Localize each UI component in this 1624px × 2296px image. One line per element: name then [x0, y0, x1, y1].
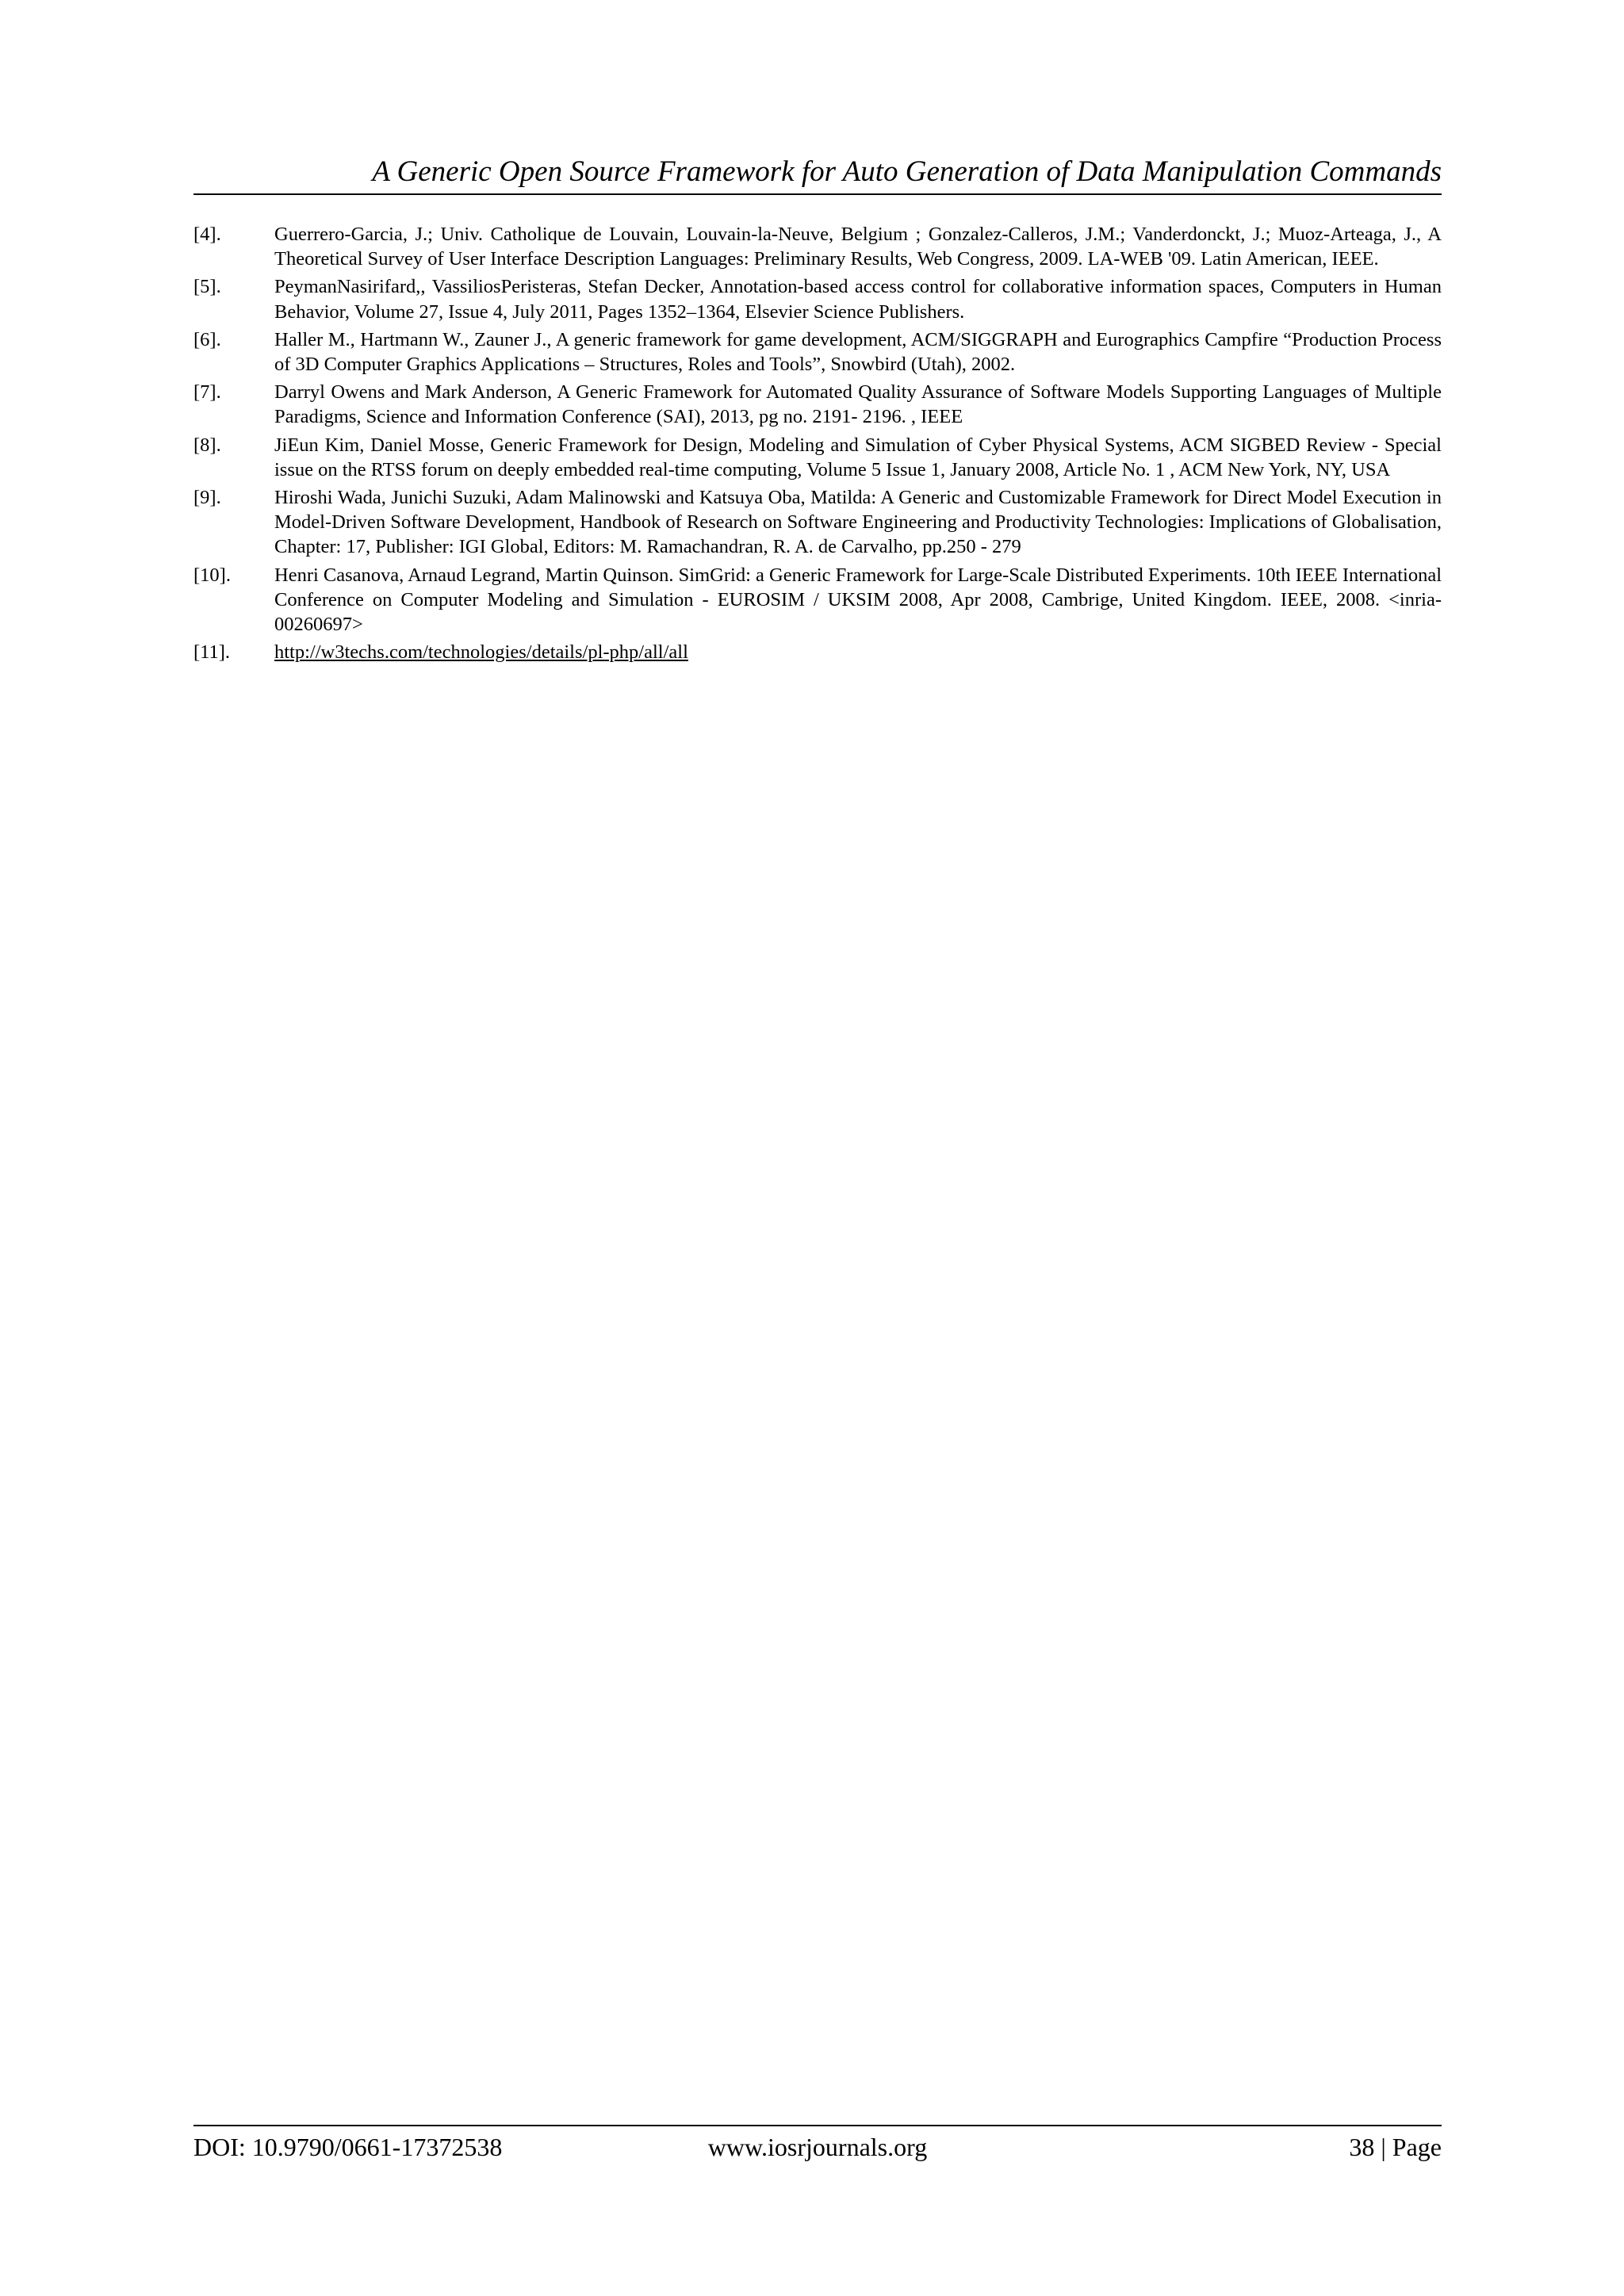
reference-text: PeymanNasirifard,, VassiliosPeristeras, Stefan Decker, Annotation-based access control for collaborative information spaces, Computers in Human Behavior, Volume 27, Issue 4, July 2011, Pages 1352–1364, Elsevier Science Publishers. [274, 276, 1442, 323]
reference-number: [9]. [193, 487, 221, 509]
header-divider [193, 193, 1442, 195]
page-footer [193, 2130, 1442, 2164]
reference-url-link[interactable]: http://w3techs.com/technologies/details/pl-php/all/all [274, 641, 688, 664]
footer-doi: DOI: 10.9790/0661-17372538 [193, 2133, 503, 2161]
reference-number: [10]. [193, 564, 231, 586]
reference-item-4 [193, 222, 1442, 271]
reference-item-10 [193, 563, 1442, 637]
reference-number: [5]. [193, 276, 221, 298]
reference-item-6 [193, 327, 1442, 377]
reference-text: Henri Casanova, Arnaud Legrand, Martin Quinson. SimGrid: a Generic Framework for Large-Scale Distributed Experiments. 10th IEEE International Conference on Computer Modeling and Simulation - EUROSIM / UKSIM 2008, Apr 2008, Cambrige, United Kingdom. IEEE, 2008. <inria-00260697> [274, 564, 1442, 636]
footer-page-number: 38 | Page [1349, 2133, 1442, 2161]
reference-item-7 [193, 380, 1442, 429]
reference-text: Darryl Owens and Mark Anderson, A Generic Framework for Automated Quality Assurance of Software Models Supporting Languages of Multiple Paradigms, Science and Information Conference (SAI), 2013, pg no. 2191- 2196. , IEEE [274, 381, 1442, 428]
footer-website: www.iosrjournals.org [707, 2133, 928, 2161]
reference-item-8 [193, 433, 1442, 482]
reference-text: Guerrero-Garcia, J.; Univ. Catholique de Louvain, Louvain-la-Neuve, Belgium ; Gonzalez-Calleros, J.M.; Vanderdonckt, J.; Muoz-Arteaga, J., A Theoretical Survey of User Interface Description Languages: Preliminary Results, Web Congress, 2009. LA-WEB '09. Latin American, IEEE. [274, 224, 1442, 270]
reference-text: Hiroshi Wada, Junichi Suzuki, Adam Malinowski and Katsuya Oba, Matilda: A Generic and Customizable Framework for Direct Model Execution in Model-Driven Software Development, Handbook of Research on Software Engineering and Productivity Technologies: Implications of Globalisation, Chapter: 17, Publisher: IGI Global, Editors: M. Ramachandran, R. A. de Carvalho, pp.250 - 279 [274, 487, 1442, 558]
reference-text: JiEun Kim, Daniel Mosse, Generic Framework for Design, Modeling and Simulation of Cyber Physical Systems, ACM SIGBED Review - Special issue on the RTSS forum on deeply embedded real-time computing, Volume 5 Issue 1, January 2008, Article No. 1 , ACM New York, NY, USA [274, 434, 1442, 480]
reference-text: Haller M., Hartmann W., Zauner J., A generic framework for game development, ACM/SIGGRAPH and Eurographics Campfire “Production Process of 3D Computer Graphics Applications – Structures, Roles and Tools”, Snowbird (Utah), 2002. [274, 328, 1442, 376]
reference-number: [11]. [193, 641, 231, 664]
reference-list [193, 222, 1442, 668]
reference-link-container [274, 640, 1442, 664]
reference-item-9 [193, 485, 1442, 560]
footer-divider [193, 2125, 1442, 2126]
reference-number: [7]. [193, 381, 221, 404]
reference-number: [6]. [193, 328, 221, 350]
reference-number: [8]. [193, 434, 221, 456]
reference-number: [4]. [193, 224, 221, 245]
reference-item-5 [193, 274, 1442, 323]
reference-item-11 [193, 640, 1442, 664]
running-header-title: A Generic Open Source Framework for Auto Generation of Data Manipulation Commands [372, 155, 1442, 188]
